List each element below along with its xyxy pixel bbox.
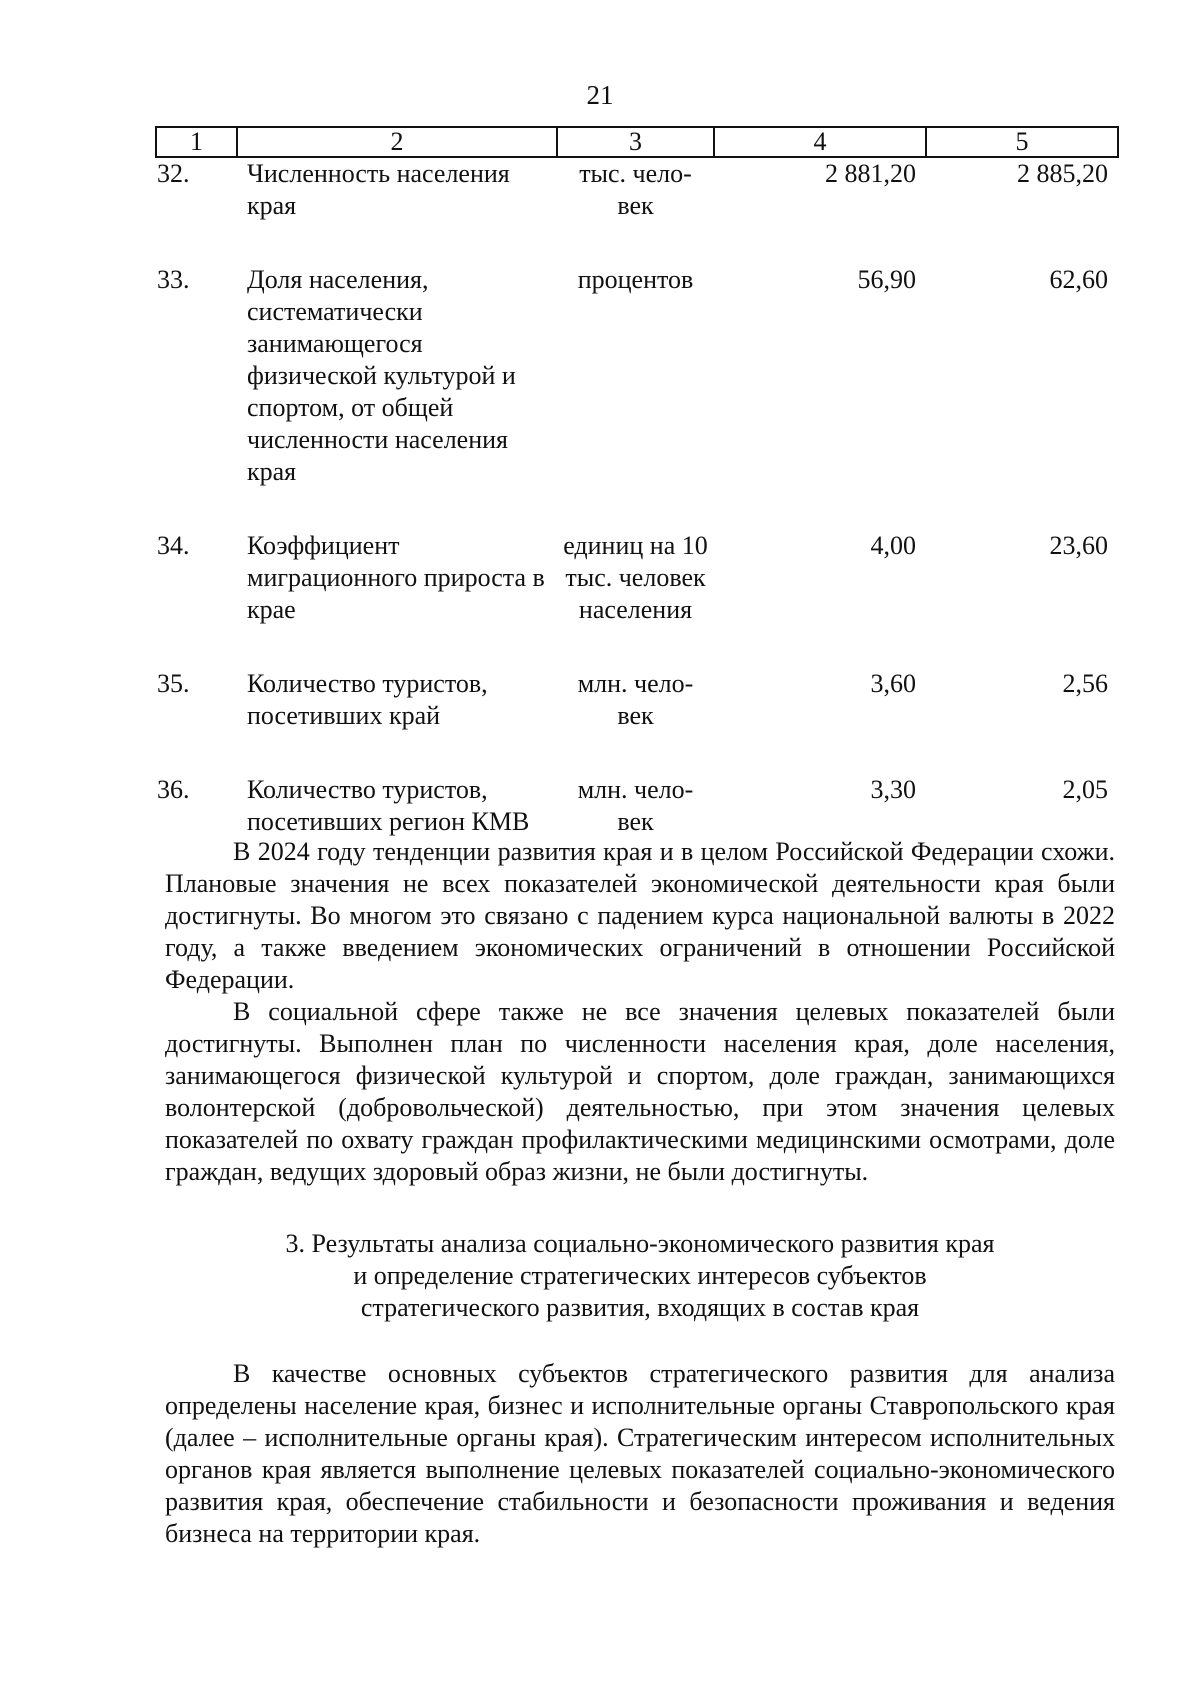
paragraph: В социальной сфере также не все значения целевых показателей были достигнуты. Выполнен план по численности населения края, доле населения, занимающегося физической культурой и спортом, доле граждан, занимающихся волонтерской (добровольческой) деятельностью, при этом значения целевых показателей по охвату граждан профилактическими медицинскими осмотрами, доле граждан, ведущих здоровый образ жизни, не были достигнуты. (165, 997, 1115, 1186)
row-number: 33. (157, 265, 190, 294)
table-header-cell: 3 (557, 127, 714, 157)
body-text (165, 836, 1115, 1188)
table-row (156, 668, 1118, 774)
indicator-value-col5: 2 885,20 (1017, 159, 1108, 188)
row-number: 32. (157, 159, 190, 188)
table-row (156, 530, 1118, 668)
section-heading-line: и определение стратегических интересов субъектов (353, 1261, 927, 1290)
row-number-cell (156, 774, 237, 838)
table-header-row (156, 127, 1118, 157)
indicator-value-col4: 3,30 (870, 775, 916, 804)
table-header-cell: 5 (926, 127, 1118, 157)
indicator-value-col5: 62,60 (1049, 265, 1108, 294)
indicator-value-col4: 4,00 (870, 531, 916, 560)
row-number-cell (156, 530, 237, 668)
indicator-value-col5: 2,05 (1062, 775, 1108, 804)
row-number: 36. (157, 775, 190, 804)
indicator-unit: млн. чело-век (577, 669, 694, 730)
row-number-cell (156, 264, 237, 530)
indicator-value-col4: 56,90 (857, 265, 916, 294)
table-header-cell: 4 (714, 127, 926, 157)
indicator-name: Доля населения, систематически занимающегося физической культурой и спортом, от общей численности населения края (247, 265, 516, 486)
section-heading (165, 1228, 1115, 1324)
paragraph: В 2024 году тенденции развития края и в целом Российской Федерации схожи. Плановые значения не всех показателей экономической деятельности края были достигнуты. Во многом это связано с падением курса национальной валюты в 2022 году, а также введением экономических ограничений в отношении Российской Федерации. (165, 837, 1115, 994)
indicators-table (155, 126, 1119, 838)
indicator-name: Количество туристов, посетивших регион КМВ (247, 775, 530, 836)
page-number: 21 (586, 80, 614, 110)
indicator-value-col5: 2,56 (1062, 669, 1108, 698)
indicator-value-col5: 23,60 (1049, 531, 1108, 560)
indicator-unit: млн. чело-век (577, 775, 694, 836)
section-heading-line: 3. Результаты анализа социально-экономического развития края (285, 1229, 995, 1258)
table-header-cell: 1 (156, 127, 237, 157)
indicator-unit: единиц на 10 тыс. человек населения (563, 531, 708, 624)
table-row (156, 157, 1118, 264)
row-number: 34. (157, 531, 190, 560)
indicator-value-col4: 2 881,20 (825, 159, 916, 188)
indicator-name: Количество туристов, посетивших край (247, 669, 488, 730)
row-number: 35. (157, 669, 190, 698)
section-heading-line: стратегического развития, входящих в состав края (360, 1293, 920, 1322)
indicator-unit: тыс. чело-век (579, 159, 692, 220)
indicator-unit: процентов (577, 265, 694, 294)
row-number-cell (156, 668, 237, 774)
section-text (165, 1358, 1115, 1550)
table-row (156, 264, 1118, 530)
row-number-cell (156, 157, 237, 264)
indicator-name: Коэффициент миграционного прироста в крае (247, 531, 545, 624)
table-row (156, 774, 1118, 838)
indicator-name: Численность населения края (247, 159, 510, 220)
paragraph: В качестве основных субъектов стратегического развития для анализа определены население края, бизнес и исполнительные органы Ставропольского края (далее – исполнительные органы края). Стратегическим интересом исполнительных органов края является выполнение целевых показателей социально-экономического развития края, обеспечение стабильности и безопасности проживания и ведения бизнеса на территории края. (165, 1359, 1115, 1548)
indicator-value-col4: 3,60 (870, 669, 916, 698)
table-header-cell: 2 (237, 127, 557, 157)
